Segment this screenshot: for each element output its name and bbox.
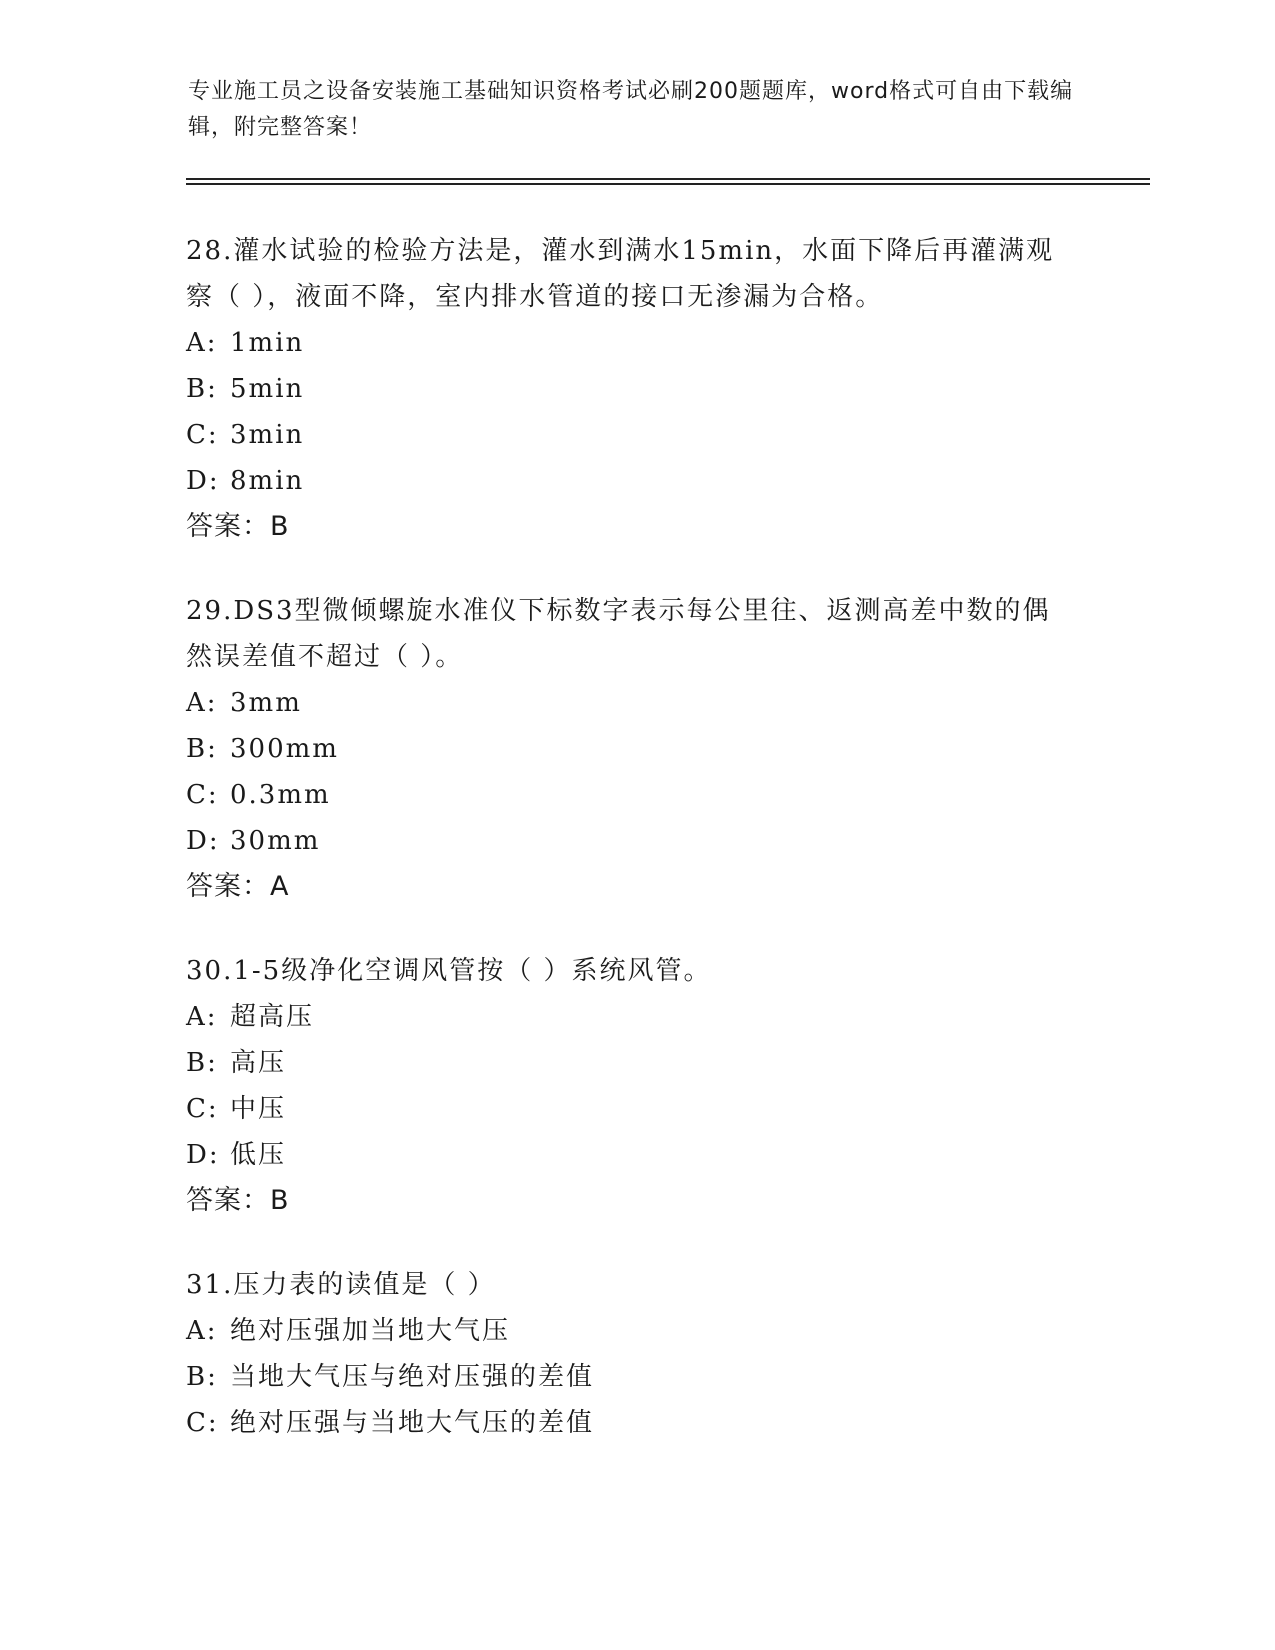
option-text: 当地大气压与绝对压强的差值 (230, 1362, 595, 1392)
option-a (186, 680, 1066, 726)
option-key: C: (186, 780, 219, 810)
option-key: C: (186, 1094, 219, 1124)
option-key: D: (186, 826, 220, 856)
question-stem: 28.灌水试验的检验方法是，灌水到满水15min，水面下降后再灌满观察（ ），液面不降，室内排水管道的接口无渗漏为合格。 (186, 236, 1055, 312)
question-30 (186, 948, 1066, 1224)
option-key: A: (186, 688, 218, 718)
option-text: 8min (230, 466, 305, 496)
option-d (186, 818, 1066, 864)
option-key: A: (186, 328, 218, 358)
question-stem: 31.压力表的读值是（ ） (186, 1270, 496, 1300)
option-text: 5min (230, 374, 305, 404)
option-text: 中压 (230, 1094, 287, 1124)
option-b (186, 1354, 1066, 1400)
option-key: B: (186, 1362, 218, 1392)
option-a (186, 320, 1066, 366)
option-b (186, 726, 1066, 772)
option-text: 高压 (230, 1048, 287, 1078)
option-c (186, 1086, 1066, 1132)
option-text: 1min (230, 328, 305, 358)
answer-line: 答案：B (186, 511, 290, 542)
option-text: 0.3mm (230, 780, 331, 810)
option-c (186, 772, 1066, 818)
option-c (186, 1400, 1066, 1446)
option-key: B: (186, 374, 218, 404)
option-b (186, 1040, 1066, 1086)
header-divider-top (186, 178, 1150, 180)
question-29 (186, 588, 1066, 910)
option-a (186, 1308, 1066, 1354)
header-divider-bottom (186, 183, 1150, 185)
answer-line: 答案：B (186, 1185, 290, 1216)
option-text: 绝对压强加当地大气压 (230, 1316, 511, 1346)
question-stem: 29.DS3型微倾螺旋水准仪下标数字表示每公里往、返测高差中数的偶然误差值不超过（ ）。 (186, 596, 1051, 672)
option-d (186, 1132, 1066, 1178)
question-28 (186, 228, 1066, 550)
document-header-title: 专业施工员之设备安装施工基础知识资格考试必刷200题题库，word格式可自由下载编辑，附完整答案！ (188, 79, 1074, 140)
option-text: 超高压 (230, 1002, 315, 1032)
option-key: B: (186, 1048, 218, 1078)
question-stem: 30.1-5级净化空调风管按（ ）系统风管。 (186, 956, 712, 986)
option-text: 低压 (230, 1140, 287, 1170)
question-31 (186, 1262, 1066, 1446)
option-text: 30mm (230, 826, 321, 856)
option-text: 3mm (230, 688, 302, 718)
option-b (186, 366, 1066, 412)
option-key: D: (186, 466, 220, 496)
option-key: B: (186, 734, 218, 764)
option-key: C: (186, 1408, 219, 1438)
option-key: D: (186, 1140, 220, 1170)
option-key: C: (186, 420, 219, 450)
option-text: 300mm (230, 734, 339, 764)
option-a (186, 994, 1066, 1040)
option-text: 绝对压强与当地大气压的差值 (230, 1408, 595, 1438)
answer-line: 答案：A (186, 871, 290, 902)
option-d (186, 458, 1066, 504)
option-key: A: (186, 1316, 218, 1346)
option-text: 3min (230, 420, 305, 450)
option-key: A: (186, 1002, 218, 1032)
option-c (186, 412, 1066, 458)
